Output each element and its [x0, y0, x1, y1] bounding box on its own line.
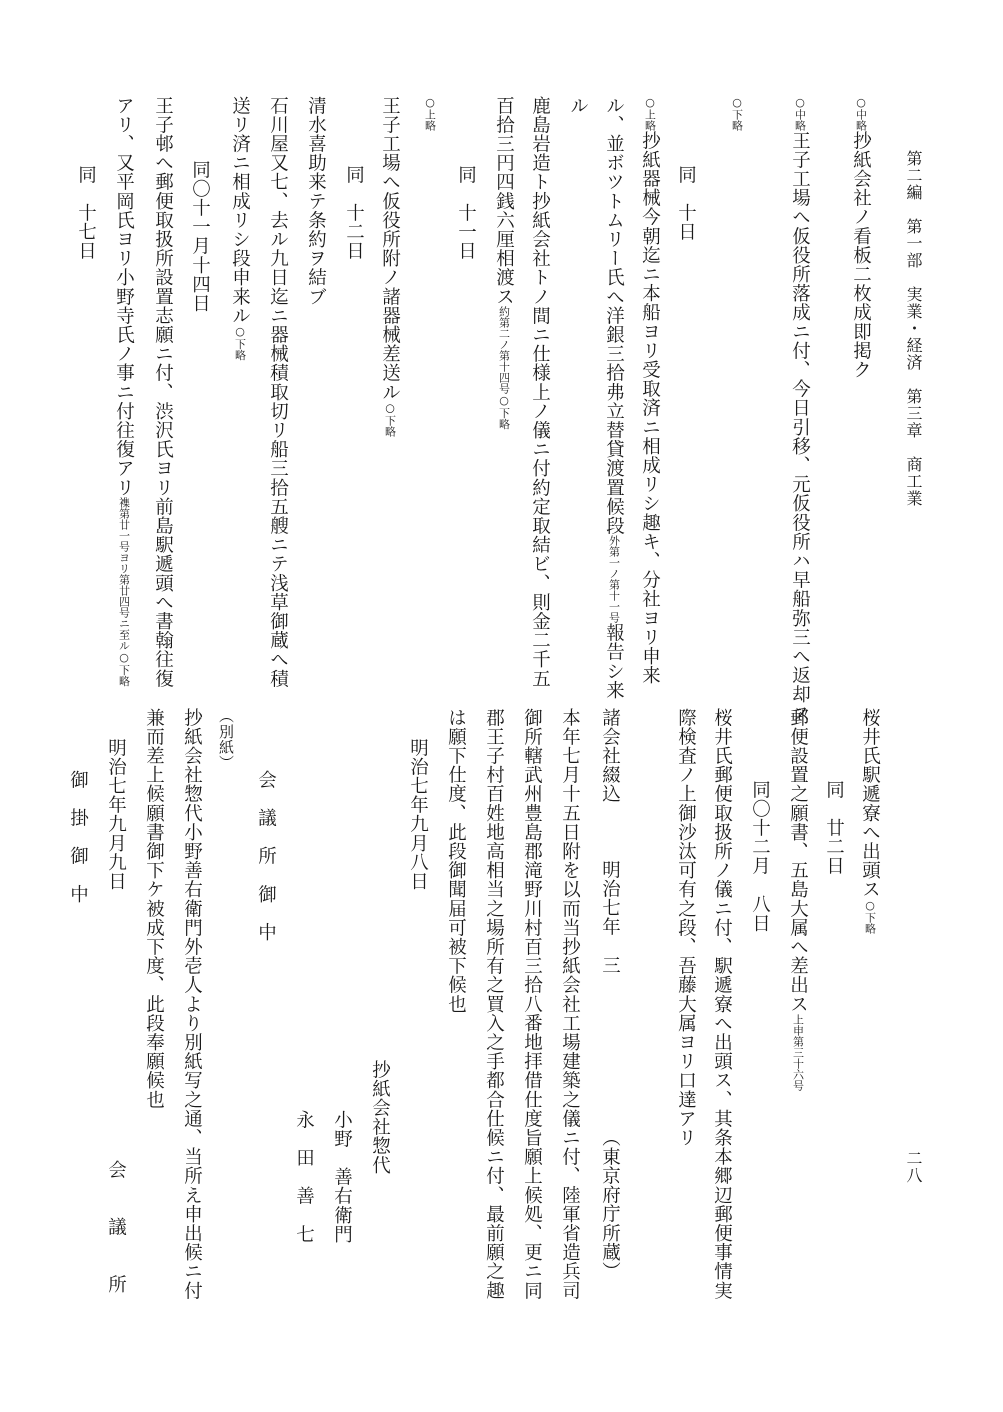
- column-text: アリ、又平岡氏ヨリ小野寺氏ノ事ニ付往復アリ: [113, 96, 135, 498]
- signatory-name: 小野 善右衛門: [331, 1110, 353, 1244]
- text-column: 兼而差上候願書御下ケ被成下度、此段奉願候也: [143, 708, 165, 1110]
- text-column: 桜井氏郵便取扱所ノ儀ニ付、駅遞寮へ出頭ス、其条本郷辺郵便事情実: [711, 708, 733, 1301]
- running-head: 第二編 第一部 実業・経済 第三章 商工業: [904, 150, 923, 507]
- omission-mark: ○下略: [117, 651, 131, 687]
- text-column: 清水喜助来テ条約ヲ結ブ: [305, 96, 327, 307]
- column-text: 抄紙会社ノ看板二枚成即掲ク: [850, 131, 872, 380]
- reference-note: 外第一ノ第十一号: [607, 535, 621, 624]
- text-column: [604, 96, 623, 700]
- date-column: 同 十二日: [343, 165, 365, 261]
- text-column: [790, 96, 809, 723]
- omission-mark: ○下略: [383, 401, 397, 437]
- column-text: 抄紙器械今朝迄ニ本船ヨリ受取済ニ相成リシ趣キ、分社ヨリ申来: [639, 131, 661, 685]
- text-column: [860, 708, 879, 934]
- reference-note: 上申第三十六号: [791, 1013, 805, 1091]
- reference-note: 襍第廿一号ヨリ第廿四号ニ至ル: [117, 497, 131, 652]
- addressee: 会 議 所 御 中: [255, 770, 277, 942]
- source-archive: （東京府庁所蔵）: [599, 1128, 621, 1281]
- text-column: 石川屋又七、去ル九日迄ニ器械積取切リ船三拾五艘ニテ浅草御蔵へ積: [267, 96, 289, 689]
- text-column: 王子邨へ郵便取扱所設置志願ニ付、渋沢氏ヨリ前島駅遞頭へ書翰往復: [152, 96, 174, 689]
- omission-mark: ○下略: [233, 325, 247, 361]
- column-text: 王子工場へ仮役所落成ニ付、今日引移、元仮役所ハ早船弥三へ返却ス: [789, 131, 811, 724]
- text-column: [640, 96, 659, 685]
- date-column: 同 十七日: [75, 165, 97, 261]
- text-column: [114, 96, 133, 686]
- date-column: 明治七年九月八日: [407, 738, 429, 891]
- text-column: [494, 96, 513, 429]
- omission-mark: ○下略: [497, 394, 511, 430]
- text-column: は願下仕度、此段御聞届可被下候也: [445, 708, 467, 1014]
- text-column: ル: [567, 96, 589, 116]
- text-column: [788, 708, 807, 1091]
- date-column: 明治七年九月九日: [105, 738, 127, 891]
- source-date: 明治七年 三: [599, 860, 621, 975]
- date-column: 同 十日: [675, 165, 697, 242]
- source-title: 諸会社綴込: [599, 708, 621, 804]
- text-column: [727, 96, 746, 131]
- date-column: 同〇十一月十四日: [189, 160, 211, 313]
- column-text: 報告シ来: [603, 623, 625, 700]
- omission-mark: ○下略: [863, 899, 877, 934]
- page-number: 二八: [904, 1150, 923, 1184]
- signatory-name: 永 田 善 七: [293, 1110, 315, 1244]
- text-column: [420, 96, 439, 131]
- omission-mark: ○下略: [730, 96, 744, 131]
- signatory-org: 会 議 所: [105, 1160, 127, 1294]
- text-column: 際検査ノ上御沙汰可有之段、吾藤大属ヨリ口達アリ: [675, 708, 697, 1148]
- date-column: 同 廿二日: [823, 780, 845, 876]
- text-column: [230, 96, 249, 360]
- omission-mark: ○中略: [854, 96, 868, 131]
- omission-mark: ○上略: [423, 96, 437, 131]
- text-column: 鹿島岩造ト抄紙会社トノ間ニ仕様上ノ儀ニ付約定取結ビ、則金二千五: [529, 96, 551, 689]
- annex-label: （別紙）: [217, 708, 235, 771]
- date-column: 同 十一日: [455, 165, 477, 261]
- date-column: 同〇十二月 八日: [749, 780, 771, 933]
- reference-note: 約第二ノ第十四号: [497, 306, 511, 395]
- text-column: 御所轄武州豊島郡滝野川村百三拾八番地拝借仕度旨願上候処、更ニ同: [521, 708, 543, 1301]
- column-text: 送リ済ニ相成リシ段申来ル: [229, 96, 251, 326]
- column-text: 郵便設置之願書、五島大属へ差出ス: [787, 708, 809, 1014]
- column-text: ル、並ボツトムリー氏へ洋銀三拾弗立替貸渡置候段: [603, 96, 625, 536]
- signatory-org: 抄紙会社惣代: [369, 1060, 391, 1175]
- text-column: [380, 96, 399, 437]
- text-column: [851, 96, 870, 379]
- text-column: 本年七月十五日附を以而当抄紙会社工場建築之儀ニ付、陸軍省造兵司: [559, 708, 581, 1301]
- column-text: 桜井氏駅遞寮へ出頭ス: [859, 708, 881, 899]
- column-text: 百拾三円四銭六厘相渡ス: [493, 96, 515, 307]
- omission-mark: ○中略: [793, 96, 807, 131]
- column-text: 王子工場へ仮役所附ノ諸器械差送ル: [379, 96, 401, 402]
- text-column: 郡王子村百姓地高相当之場所有之買入之手都合仕候ニ付、最前願之趣: [483, 708, 505, 1301]
- addressee: 御 掛 御 中: [67, 770, 89, 904]
- omission-mark: ○上略: [643, 96, 657, 131]
- text-column: 抄紙会社惣代小野善右衛門外壱人より別紙写之通、当所え申出候ニ付: [181, 708, 203, 1301]
